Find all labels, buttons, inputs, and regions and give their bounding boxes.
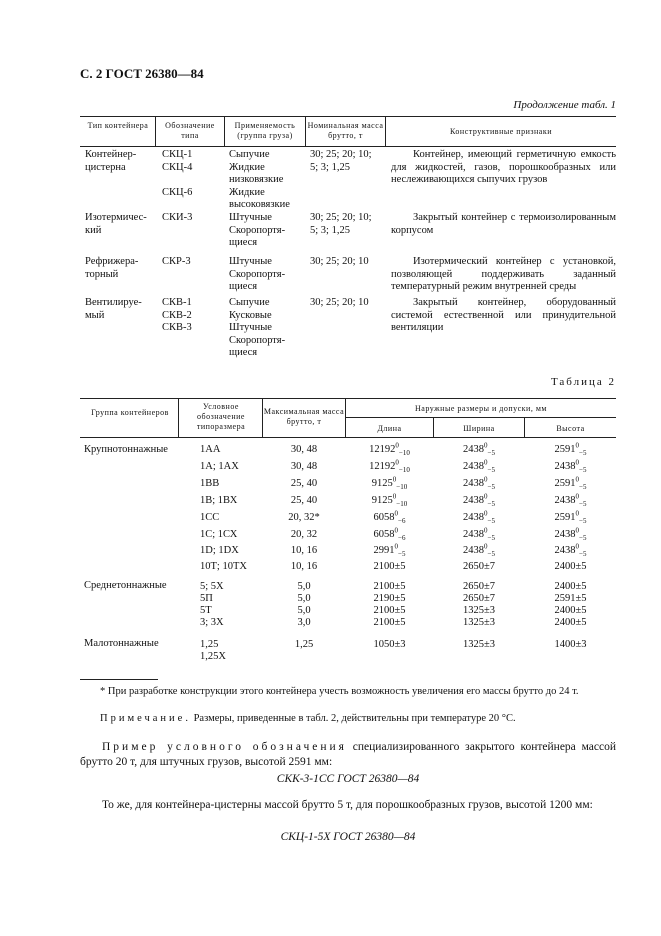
table2-cell-designation: 10Т; 10ТХ bbox=[200, 561, 247, 572]
table1-header-designation: Обозначение типа bbox=[165, 121, 215, 140]
table1-cell-designation: СКР-3 bbox=[162, 256, 191, 267]
table-continuation-label: Продолжение табл. 1 bbox=[513, 99, 616, 111]
table1-cell-application: Сыпучие Кусковые Штучные Скоропортя- щиеся bbox=[229, 297, 286, 358]
table2-cell-mass: 1,25 bbox=[294, 639, 314, 650]
table1-cell-mass: 30; 25; 20; 10; 5; 3; 1,25 bbox=[310, 212, 372, 236]
table1-cell-type: Контейнер- цистерна bbox=[85, 149, 137, 173]
table1-cell-application: Штучные Скоропортя- щиеся bbox=[229, 256, 286, 292]
example2-paragraph: То же, для контейнера-цистерны массой брутто 5 т, для порошкообразных грузов, высотой 1200 мм: bbox=[102, 799, 593, 811]
table2-cell-mass: 5,0 5,0 5,0 3,0 bbox=[297, 581, 311, 628]
table2-cell-designation: 1,25 1,25Х bbox=[200, 639, 226, 662]
table2-cell-width: $2438^0_{-5}$ bbox=[463, 475, 495, 492]
table2-group-large: Крупнотоннажные bbox=[84, 444, 168, 455]
table2-cell-length: 1050±3 bbox=[373, 639, 406, 650]
table2-cell-designation: 1АА bbox=[200, 444, 221, 455]
table1-header-application: Применяемость (группа груза) bbox=[234, 121, 296, 140]
table2-cell-width: $2438^0_{-5}$ bbox=[463, 492, 495, 509]
table1-header-mass: Номинальная масса брутто, т bbox=[307, 121, 384, 140]
table1-header-rule bbox=[80, 146, 616, 147]
table2-cell-height: 1400±3 bbox=[554, 639, 587, 650]
example-designation: СКК-3-1СС ГОСТ 26380—84 bbox=[276, 773, 420, 785]
table2-cell-height: $2591^0_{-5}$ bbox=[554, 509, 587, 526]
table2-cell-length: $12192^0_{-10}$ bbox=[369, 441, 410, 458]
table1-cell-mass: 30; 25; 20; 10; 5; 3; 1,25 bbox=[310, 149, 372, 173]
table2-cell-height: $2438^0_{-5}$ bbox=[554, 526, 587, 543]
note-text: Размеры, приведенные в табл. 2, действительны при температуре 20 °С. bbox=[190, 713, 516, 724]
table2-col-divider bbox=[178, 398, 179, 437]
table2-header-height: Высота bbox=[556, 424, 585, 433]
table2-header-rule bbox=[80, 437, 616, 438]
table2-cell-height: $2591^0_{-5}$ bbox=[554, 441, 587, 458]
table2-cell-length: 2100±5 bbox=[373, 561, 406, 572]
table2-cell-length: $9125^0_{-10}$ bbox=[371, 492, 408, 509]
table2-cell-length: $2991^0_{-5}$ bbox=[373, 542, 406, 559]
table1-cell-designation: СКИ-3 bbox=[162, 212, 193, 223]
table1-cell-mass: 30; 25; 20; 10 bbox=[310, 297, 369, 308]
table2-cell-mass: 25, 40 bbox=[290, 478, 318, 489]
table2-cell-mass: 30, 48 bbox=[290, 461, 318, 472]
table2-header-mass: Максимальная масса брутто, т bbox=[263, 407, 345, 426]
footnote-rule bbox=[80, 679, 158, 680]
note-label: Примечание. bbox=[100, 713, 191, 724]
table1-cell-application: Штучные Скоропортя- щиеся bbox=[229, 212, 286, 248]
table2-group-medium: Среднетоннажные bbox=[84, 580, 167, 591]
table2-cell-width: $2438^0_{-5}$ bbox=[463, 458, 495, 475]
table2-cell-width: $2438^0_{-5}$ bbox=[463, 526, 495, 543]
table2-cell-mass: 25, 40 bbox=[290, 495, 318, 506]
table2-group-small: Малотоннажные bbox=[84, 638, 159, 649]
table2-header-designation: Условное обозначение типоразмера bbox=[196, 402, 246, 431]
table2-cell-designation: 1С; 1СХ bbox=[200, 529, 238, 540]
footnote: * При разработке конструкции этого контейнера учесть возможность увеличения его массы брутто до 24 т. bbox=[100, 686, 579, 697]
table2-cell-length: 2100±5 2190±5 2100±5 2100±5 bbox=[373, 581, 406, 628]
table2-cell-designation: 1ВВ bbox=[200, 478, 220, 489]
table2-header-group: Группа контейнеров bbox=[91, 408, 169, 417]
table2-cell-height: $2591^0_{-5}$ bbox=[554, 475, 587, 492]
table2-header-dimensions: Наружные размеры и допуски, мм bbox=[415, 404, 547, 413]
example-paragraph bbox=[80, 740, 616, 770]
table1-cell-designation: СКЦ-1 СКЦ-4 СКЦ-6 bbox=[162, 149, 193, 198]
table2-cell-height: 2400±5 2591±5 2400±5 2400±5 bbox=[554, 581, 587, 628]
table1-cell-application: Сыпучие Жидкие низковязкие Жидкие высоковязкие bbox=[229, 149, 290, 210]
page-header: С. 2 ГОСТ 26380—84 bbox=[80, 66, 204, 81]
table2-cell-mass: 10, 16 bbox=[290, 561, 318, 572]
table1-header-type: Тип контейнера bbox=[87, 121, 149, 130]
table2-cell-width: 2650±7 2650±7 1325±3 1325±3 bbox=[462, 581, 495, 628]
example-label: Пример условного обозначения bbox=[102, 741, 347, 753]
table2-subheader-rule bbox=[345, 417, 616, 418]
note bbox=[80, 711, 616, 726]
table2-cell-width: $2438^0_{-5}$ bbox=[463, 441, 495, 458]
table1-cell-designation: СКВ-1 СКВ-2 СКВ-3 bbox=[162, 297, 192, 333]
table1-cell-features: Закрытый контейнер, оборудованный системой естественной или принудительной вентиляции bbox=[391, 297, 616, 333]
table2-header-length: Длина bbox=[377, 424, 402, 433]
table1-cell-mass: 30; 25; 20; 10 bbox=[310, 256, 369, 267]
table1-cell-type: Рефрижера- торный bbox=[85, 256, 139, 280]
table2-cell-designation: 1D; 1DX bbox=[200, 545, 239, 556]
table2-title: Таблица 2 bbox=[550, 376, 616, 388]
table2-cell-designation: 1А; 1АХ bbox=[200, 461, 239, 472]
table2-cell-width: $2438^0_{-5}$ bbox=[463, 542, 495, 559]
table1-header-features: Конструктивные признаки bbox=[449, 127, 553, 136]
example-text: специализированного закрытого контейнера массой брутто 20 т, для штучных грузов, высотой 2591 мм: bbox=[80, 741, 616, 768]
table1-cell-type: Изотермичес- кий bbox=[85, 212, 147, 236]
table2-cell-mass: 10, 16 bbox=[290, 545, 318, 556]
table2-cell-designation: 5; 5Х 5П 5Т 3; 3Х bbox=[200, 581, 224, 628]
table1-cell-features: Закрытый контейнер с термоизолированным корпусом bbox=[391, 212, 616, 236]
table2-cell-height: $2438^0_{-5}$ bbox=[554, 542, 587, 559]
table2-cell-length: $6058^0_{-6}$ bbox=[373, 526, 406, 543]
table2-cell-length: $9125^0_{-10}$ bbox=[371, 475, 408, 492]
table2-cell-mass: 20, 32 bbox=[290, 529, 318, 540]
table2-cell-width: 2650±7 bbox=[462, 561, 495, 572]
table2-header-width: Ширина bbox=[463, 424, 495, 433]
table2-top-rule bbox=[80, 398, 616, 399]
table2-cell-designation: 1СС bbox=[200, 512, 220, 523]
table2-cell-height: $2438^0_{-5}$ bbox=[554, 458, 587, 475]
table2-cell-height: $2438^0_{-5}$ bbox=[554, 492, 587, 509]
table1-cell-type: Вентилируе- мый bbox=[85, 297, 142, 321]
table1-top-rule bbox=[80, 116, 616, 117]
table2-cell-mass: 20, 32* bbox=[288, 512, 320, 523]
table1-cell-features: Изотермический контейнер с установкой, позволяющей поддерживать заданный температурный режим внутренней среды bbox=[391, 256, 616, 292]
table2-cell-mass: 30, 48 bbox=[290, 444, 318, 455]
table2-cell-height: 2400±5 bbox=[554, 561, 587, 572]
table1-cell-features: Контейнер, имеющий герметичную емкость для жидкостей, газов, порошкообразных или неслеживающихся сыпучих грузов bbox=[391, 149, 616, 185]
table2-cell-designation: 1В; 1ВХ bbox=[200, 495, 238, 506]
table2-cell-length: $12192^0_{-10}$ bbox=[369, 458, 410, 475]
table2-cell-length: $6058^0_{-6}$ bbox=[373, 509, 406, 526]
table2-cell-width: $2438^0_{-5}$ bbox=[463, 509, 495, 526]
table2-cell-width: 1325±3 bbox=[462, 639, 495, 650]
example2-designation: СКЦ-1-5Х ГОСТ 26380—84 bbox=[280, 831, 416, 843]
